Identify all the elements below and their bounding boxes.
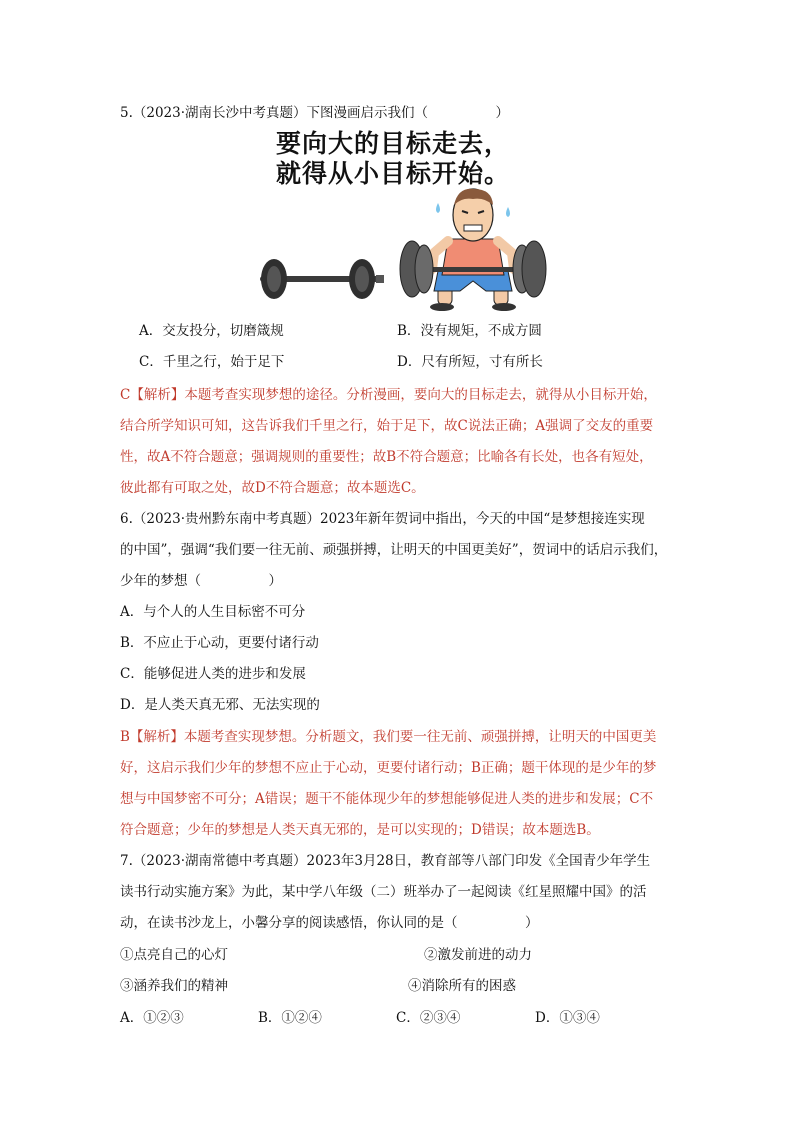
q7-option-c: C．②③④ bbox=[396, 1010, 461, 1026]
q7-item-1: ①点亮自己的心灯 bbox=[120, 947, 228, 963]
q5-analysis-line: 结合所学知识可知，这告诉我们千里之行，始于足下，故C说法正确；A强调了交友的重要 bbox=[120, 418, 654, 434]
q6-option-c: C．能够促进人类的进步和发展 bbox=[120, 666, 306, 682]
q6-analysis-line: 好，这启示我们少年的梦想不应止于心动，更要付诸行动；B正确；题干体现的是少年的梦 bbox=[120, 760, 657, 776]
q7-stem-line: 读书行动实施方案》为此，某中学八年级（二）班举办了一起阅读《红星照耀中国》的活 bbox=[120, 884, 647, 900]
q7-item-3: ③涵养我们的精神 bbox=[120, 978, 228, 994]
q7-option-b: B．①②④ bbox=[258, 1010, 322, 1026]
q6-analysis-line: B【解析】本题考查实现梦想。分析题文，我们要一往无前、顽强拼搏，让明天的中国更美 bbox=[120, 729, 657, 745]
weightlifter-illustration bbox=[398, 183, 548, 313]
small-barbell-illustration bbox=[252, 250, 392, 310]
comic-caption-line-2: 就得从小目标开始。 bbox=[276, 159, 511, 188]
q6-analysis-line: 想与中国梦密不可分；A错误；题干不能体现少年的梦想能够促进人类的进步和发展；C不 bbox=[120, 791, 654, 807]
q6-analysis-line: 符合题意；少年的梦想是人类天真无邪的，是可以实现的；D错误；故本题选B。 bbox=[120, 822, 600, 838]
q7-option-d: D．①③④ bbox=[535, 1010, 600, 1026]
q7-stem-line: 动，在读书沙龙上，小馨分享的阅读感悟，你认同的是（ ） bbox=[120, 915, 539, 931]
q7-item-2: ②激发前进的动力 bbox=[424, 947, 532, 963]
q5-option-b: B．没有规矩，不成方圆 bbox=[397, 323, 542, 339]
q6-stem-line: 6.（2023·贵州黔东南中考真题）2023年新年贺词中指出，今天的中国“是梦想接连实现 bbox=[120, 511, 645, 527]
comic-caption-line-1: 要向大的目标走去， bbox=[276, 129, 511, 158]
q6-stem-line: 的中国”，强调“我们要一往无前、顽强拼搏，让明天的中国更美好”，贺词中的话启示我们， bbox=[120, 542, 668, 558]
q5-analysis-line: C【解析】本题考查实现梦想的途径。分析漫画，要向大的目标走去，就得从小目标开始， bbox=[120, 387, 657, 403]
q7-item-4: ④消除所有的困惑 bbox=[408, 978, 516, 994]
q7-option-a: A．①②③ bbox=[120, 1010, 184, 1026]
q7-stem-line: 7.（2023·湖南常德中考真题）2023年3月28日，教育部等八部门印发《全国青少年学生 bbox=[120, 853, 651, 869]
q6-option-a: A．与个人的人生目标密不可分 bbox=[120, 604, 306, 620]
q6-option-d: D．是人类天真无邪、无法实现的 bbox=[120, 697, 320, 713]
q5-analysis-line: 性，故A不符合题意；强调规则的重要性；故B不符合题意；比喻各有长处，也各有短处， bbox=[120, 449, 653, 465]
q5-option-a: A．交友投分，切磨箴规 bbox=[139, 323, 284, 339]
q5-stem: 5.（2023·湖南长沙中考真题）下图漫画启示我们（ ） bbox=[120, 105, 510, 121]
q5-option-d: D．尺有所短，寸有所长 bbox=[397, 354, 543, 370]
q5-option-c: C．千里之行，始于足下 bbox=[139, 354, 285, 370]
q6-stem-line: 少年的梦想（ ） bbox=[120, 573, 282, 589]
q6-option-b: B．不应止于心动，更要付诸行动 bbox=[120, 635, 319, 651]
q5-analysis-line: 彼此都有可取之处，故D不符合题意；故本题选C。 bbox=[120, 480, 425, 496]
